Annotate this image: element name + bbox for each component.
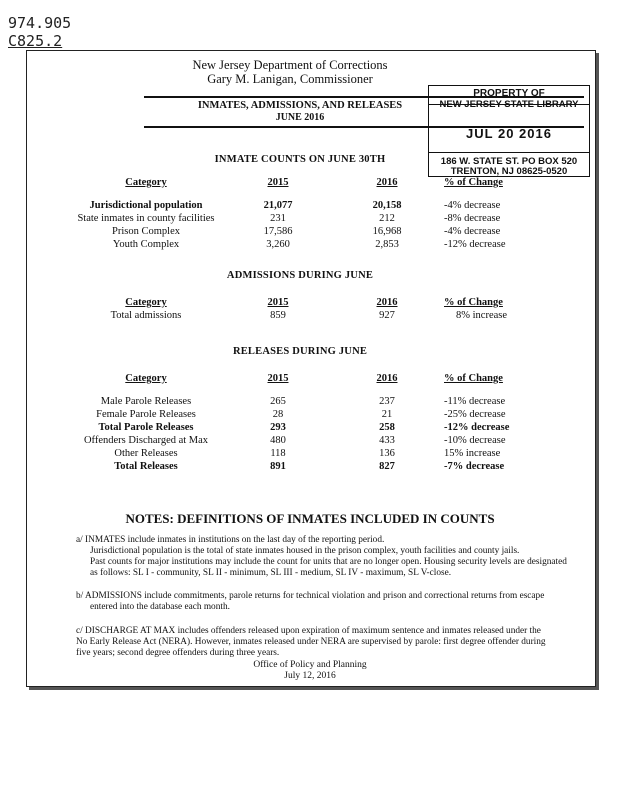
note-b-line-2: entered into the database each month. — [90, 602, 230, 612]
table-row — [76, 434, 554, 447]
row-change: -10% decrease — [444, 435, 506, 446]
table-row — [76, 447, 554, 460]
row-change: -4% decrease — [444, 226, 501, 237]
row-2015: 859 — [270, 310, 286, 321]
table-row — [76, 395, 554, 408]
note-b — [76, 591, 590, 613]
row-category: Male Parole Releases — [100, 396, 192, 407]
row-2016: 136 — [379, 448, 395, 459]
stamp-property-of: PROPERTY OF — [473, 88, 545, 99]
row-2015: 480 — [270, 435, 286, 446]
col-change: % of Change — [444, 373, 503, 384]
row-2015: 231 — [270, 213, 286, 224]
handwritten-call-number-2: C825.2 — [8, 32, 63, 50]
col-category: Category — [125, 177, 167, 188]
note-c-line-1: c/ DISCHARGE AT MAX includes offenders released upon expiration of maximum sentence and inmates released under the — [76, 626, 541, 636]
row-2016: 212 — [379, 213, 395, 224]
library-stamp — [428, 85, 590, 177]
row-change: -8% decrease — [444, 213, 501, 224]
table-header-row — [76, 296, 554, 309]
row-2016: 2,853 — [375, 239, 399, 250]
table-row — [76, 421, 554, 434]
row-2016: 237 — [379, 396, 395, 407]
table-header-row — [76, 176, 554, 189]
row-2015: 891 — [270, 461, 286, 472]
row-category: State inmates in county facilities — [77, 213, 215, 224]
row-2015: 3,260 — [266, 239, 290, 250]
row-category: Other Releases — [114, 448, 178, 459]
row-category: Total Parole Releases — [98, 422, 194, 433]
col-2015: 2015 — [267, 177, 289, 188]
row-2015: 28 — [272, 409, 284, 420]
row-2016: 20,158 — [372, 200, 402, 211]
notes-title: NOTES: DEFINITIONS OF INMATES INCLUDED IN COUNTS — [125, 511, 495, 526]
col-2016: 2016 — [376, 297, 398, 308]
col-category: Category — [125, 297, 167, 308]
handwritten-call-number-1: 974.905 — [8, 14, 72, 32]
note-a-line-2: Jurisdictional population is the total of state inmates housed in the prison complex, youth facilities and county jails. — [90, 546, 520, 556]
row-category: Prison Complex — [112, 226, 180, 237]
table-row — [76, 460, 554, 473]
note-c — [76, 626, 590, 659]
note-c-line-2: No Early Release Act (NERA). However, inmates released under NERA are supervised by parole: first degree offender during — [76, 637, 546, 647]
row-2016: 927 — [379, 310, 395, 321]
commissioner-name: Gary M. Lanigan, Commissioner — [207, 72, 373, 86]
col-change: % of Change — [444, 297, 503, 308]
row-2016: 16,968 — [372, 226, 402, 237]
table-row — [76, 408, 554, 421]
footer-office: Office of Policy and Planning — [253, 660, 367, 670]
row-2015: 265 — [270, 396, 286, 407]
stamp-date: JUL 20 2016 — [466, 126, 552, 141]
row-category: Total admissions — [110, 310, 182, 321]
report-period: JUNE 2016 — [275, 112, 325, 123]
row-change: -4% decrease — [444, 200, 501, 211]
note-a-line-3: Past counts for major institutions may include the count for units that are no longer open. Housing security levels are designated — [90, 557, 567, 567]
row-change: 15% increase — [444, 448, 501, 459]
row-change: 8% increase — [456, 310, 508, 321]
inmate-counts-table — [76, 176, 554, 251]
row-2016: 258 — [379, 422, 395, 433]
row-change: -25% decrease — [444, 409, 506, 420]
stamp-address-1: 186 W. STATE ST. PO BOX 520 — [440, 156, 578, 167]
stamp-library-name: NEW JERSEY STATE LIBRARY — [439, 99, 579, 110]
releases-title: RELEASES DURING JUNE — [232, 346, 368, 357]
table-row — [76, 199, 554, 212]
row-change: -12% decrease — [444, 422, 510, 433]
row-2016: 827 — [379, 461, 395, 472]
row-category: Youth Complex — [112, 239, 180, 250]
department-name: New Jersey Department of Corrections — [192, 58, 388, 72]
note-a-line-1: a/ INMATES include inmates in institutions on the last day of the reporting period. — [76, 535, 385, 545]
col-change: % of Change — [444, 177, 503, 188]
report-title: INMATES, ADMISSIONS, AND RELEASES — [197, 100, 403, 111]
table-row — [76, 238, 554, 251]
note-a-line-4: as follows: SL I - community, SL II - minimum, SL III - medium, SL IV - maximum, SL V-close. — [90, 568, 452, 578]
releases-table — [76, 372, 554, 473]
row-2015: 118 — [270, 448, 286, 459]
row-category: Jurisdictional population — [89, 200, 203, 211]
row-category: Total Releases — [114, 461, 178, 472]
row-change: -7% decrease — [444, 461, 505, 472]
col-category: Category — [125, 373, 167, 384]
col-2016: 2016 — [376, 177, 398, 188]
col-2015: 2015 — [267, 297, 289, 308]
row-2015: 293 — [270, 422, 286, 433]
table-row — [76, 309, 554, 322]
table-row — [76, 212, 554, 225]
stamp-address-2: TRENTON, NJ 08625-0520 — [450, 166, 568, 177]
note-a — [76, 535, 590, 579]
row-2016: 21 — [381, 409, 393, 420]
table-header-row — [76, 372, 554, 385]
table-row — [76, 225, 554, 238]
row-2015: 17,586 — [263, 226, 293, 237]
row-2016: 433 — [379, 435, 395, 446]
note-b-line-1: b/ ADMISSIONS include commitments, parole returns for technical violation and prison and correctional returns from escape — [76, 591, 545, 601]
row-change: -11% decrease — [444, 396, 506, 407]
admissions-table — [76, 296, 554, 322]
row-2015: 21,077 — [263, 200, 293, 211]
footer-date: July 12, 2016 — [284, 671, 336, 681]
admissions-title: ADMISSIONS DURING JUNE — [226, 270, 374, 281]
row-change: -12% decrease — [444, 239, 506, 250]
row-category: Female Parole Releases — [96, 409, 196, 420]
inmate-counts-title: INMATE COUNTS ON JUNE 30TH — [214, 154, 386, 165]
row-category: Offenders Discharged at Max — [83, 435, 209, 446]
col-2015: 2015 — [267, 373, 289, 384]
note-c-line-3: five years; second degree offenders during three years. — [76, 648, 280, 658]
col-2016: 2016 — [376, 373, 398, 384]
